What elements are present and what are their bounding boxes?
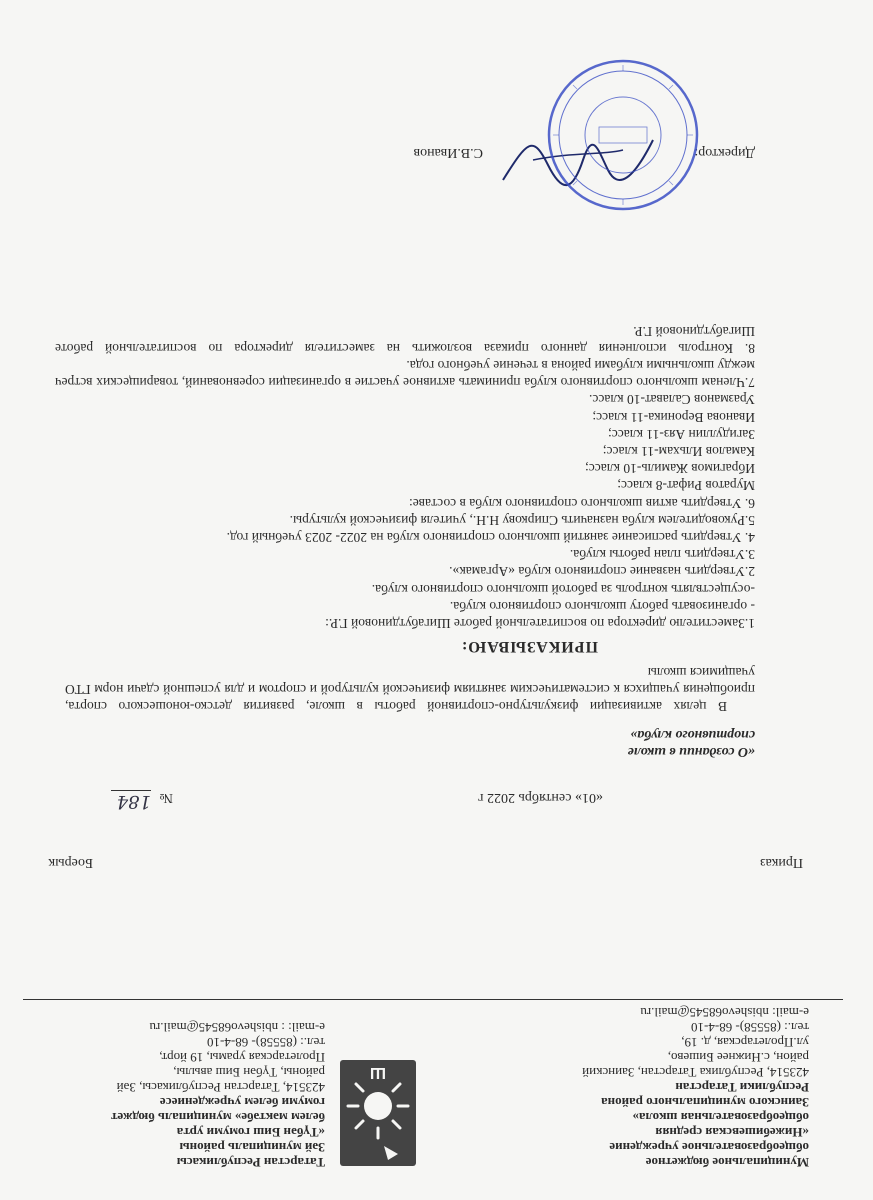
- order-item: Муратов Рифат-8 класс;: [617, 478, 755, 494]
- header-tt-line: Татарстан Республикасы: [176, 1155, 325, 1170]
- order-item: 1.Заместителю директора по воспитательной работе Шигабутдиновой Г.Р.:: [325, 616, 755, 631]
- order-item: 8. Контроль исполнения данного приказа возложить на заместителя директора по воспитательной работе Шигабутдиновой Г.Р.: [55, 323, 755, 356]
- director-name: С.В.Иванов: [413, 145, 483, 160]
- orders-heading: ПРИКАЗЫВАЮ:: [460, 638, 598, 655]
- orders-list: [55, 322, 755, 632]
- header-tt-line: белем мәктәбе» муниципаль бюджет: [111, 1110, 325, 1125]
- doc-intro: В целях активизации физкультурно-спортивной работы в школе, развития детско-юношеского спорта, приобщения учащихся к систематическим занятиям физической культурой и спортом и для успешной сдачи норм ГТО учащимися школы: [65, 665, 755, 714]
- doc-title: Приказ: [760, 855, 803, 870]
- doc-number-handwritten: 184: [111, 790, 151, 812]
- header-tt-line: e-mail: : nbishevo68545@mail.ru: [149, 1020, 325, 1035]
- order-item: 4. Утвердить расписание занятий школьного спортивного клуба на 2022- 2023 учебный год.: [226, 529, 755, 545]
- official-stamp-icon: [543, 55, 703, 215]
- doc-subject: [495, 726, 755, 760]
- header-tt-line: Пролетарская урамы, 19 йорт,: [159, 1050, 325, 1065]
- order-item: 6. Утвердить актив школьного спортивного клуба в составе:: [409, 495, 755, 511]
- header-tt-line: «Түбән Биш гомуми урта: [176, 1125, 325, 1140]
- header-ru-line: общеобразовательная школа»: [632, 1110, 809, 1125]
- order-item: Иванова Вероника-11 класс;: [592, 409, 755, 425]
- doc-number-label: №: [159, 790, 173, 805]
- order-item: 3.Утвердить план работы клуба.: [569, 547, 755, 563]
- order-item: - организовать работу школьного спортивного клуба.: [449, 598, 755, 614]
- order-item: Камалов Ильхам-11 класс;: [602, 443, 755, 459]
- header-divider: [23, 999, 843, 1000]
- header-ru-line: тел.: (85558)- 68-4-10: [691, 1020, 809, 1035]
- order-item: Загидуллин Аяз-11 класс;: [607, 426, 755, 442]
- header-tt-line: тел.: (85558)- 68-4-10: [207, 1035, 325, 1050]
- order-item: Ибрагимов Жамиль-10 класс;: [585, 461, 755, 477]
- header-tatar: [25, 1020, 325, 1170]
- header-russian: [539, 1005, 809, 1170]
- header-tt-line: гомуми белем учреждениесе: [159, 1095, 325, 1110]
- header-ru-line: 423514, Республика Татарстан, Заинский: [582, 1065, 809, 1080]
- header-ru-line: Заинского муниципального района: [601, 1095, 809, 1110]
- header-ru-line: общеобразовательное учреждение: [609, 1140, 809, 1155]
- order-item: -осуществлять контроль за работой школьного спортивного клуба.: [371, 581, 755, 597]
- doc-date: «01» сентябрь 2022 г: [477, 790, 603, 805]
- header-ru-line: «Нижебишевская средняя: [655, 1125, 809, 1140]
- header-tt-line: районы, Түбән Биш авылы,: [173, 1065, 325, 1080]
- svg-text:Ш: Ш: [369, 1064, 387, 1081]
- header-tt-line: 423514, Татарстан Республикасы, Зәй: [116, 1080, 325, 1095]
- header-ru-line: район, с.Нижнее Бишево,: [667, 1050, 809, 1065]
- order-item: 7.Членам школьного спортивного клуба принимать активное участие в организации соревнований, товарищеских встреч между школьными клубами района в течение учебного года.: [55, 357, 755, 391]
- order-item: Уразманов Салават-10 класс.: [588, 392, 755, 408]
- subject-line: «О создании в школе: [627, 744, 755, 759]
- school-logo-icon: [338, 1058, 418, 1168]
- header-ru-line: Муниципальное бюджетное: [645, 1155, 809, 1170]
- header-ru-line: Республики Татарстан: [675, 1080, 809, 1095]
- order-item: 2.Утвердить название спортивного клуба «Аргамак».: [449, 564, 755, 580]
- order-item: 5.Руководителем клуба назначить Спиркову Н.Н., учителя физической культуры.: [289, 512, 755, 528]
- director-label: Директор:: [694, 145, 755, 160]
- header-ru-line: e-mail: nbishevo68545@mail.ru: [640, 1005, 809, 1020]
- header-tt-line: Зәй муниципаль районы: [179, 1140, 325, 1155]
- subject-line: спортивного клуба»: [630, 727, 755, 742]
- doc-title-tatar: Боерык: [48, 855, 93, 870]
- header-ru-line: ул.Пролетарская, д. 19,: [681, 1035, 809, 1050]
